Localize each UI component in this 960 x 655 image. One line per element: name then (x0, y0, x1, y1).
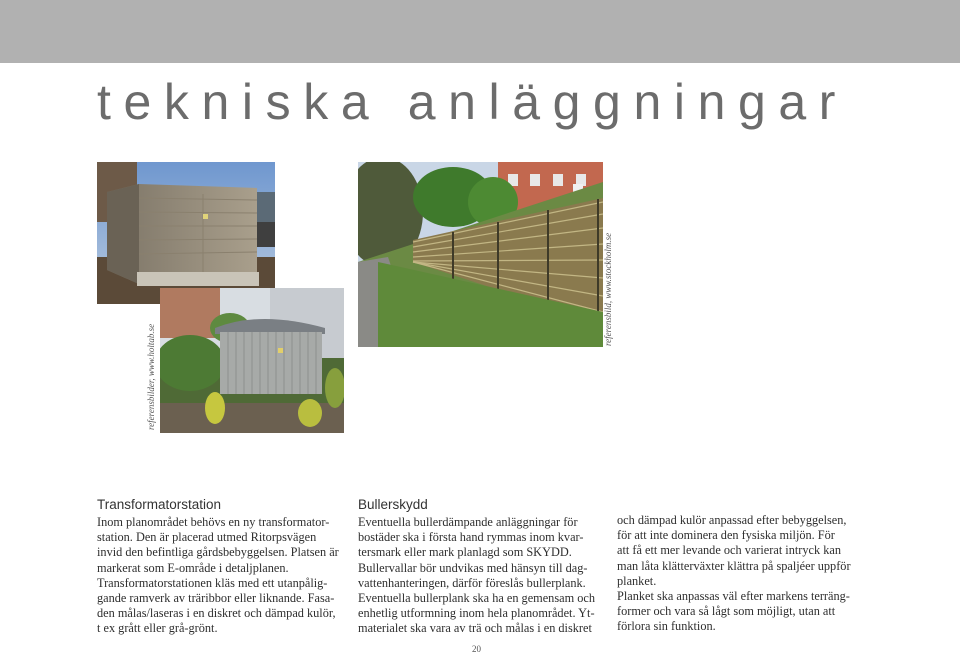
text-line: gande ramverk av träribbor eller liknande. Fasa- (97, 591, 335, 606)
text-line: för att inte dominera den fysiska miljön. För (617, 528, 835, 543)
text-line: tersmark eller mark planlagd som SKYDD. (358, 545, 572, 560)
text-line: att få ett mer levande och varierat intryck kan (617, 543, 841, 558)
text-line: Bullervallar bör undvikas med hänsyn till dag- (358, 560, 588, 575)
text-column-bullerskydd (358, 497, 608, 637)
heading-transformatorstation: Transformatorstation (97, 497, 222, 512)
page-title: tekniska anläggningar (97, 74, 849, 130)
page-number: 20 (472, 644, 481, 654)
text-line: Eventuella bullerdämpande anläggningar för (358, 515, 578, 529)
photo-transformer-grey (160, 288, 344, 433)
text-line: Planket ska anpassas väl efter markens terräng- (617, 589, 850, 604)
text-line: station. Den är placerad utmed Ritorpsvägen (97, 530, 317, 545)
heading-bullerskydd: Bullerskydd (358, 497, 428, 512)
text-column-continued (617, 513, 877, 635)
text-line: Eventuella bullerplank ska ha en gemensam och (358, 591, 595, 606)
text-column-transformer (97, 497, 357, 637)
text-line: markerat som E-område i detaljplanen. (97, 560, 289, 575)
caption-right: referensbild, www.stockholm.se (603, 232, 613, 346)
text-line: invid den befintliga gårdsbebyggelsen. Platsen är (97, 545, 339, 560)
text-line: Transformatorstationen kläs med ett utanpålig- (97, 575, 328, 590)
text-line: vattenhanteringen, därför föreslås bullerplank. (358, 575, 586, 590)
caption-left: referensbilder, www.holtab.se (146, 323, 156, 430)
text-line: planket. (617, 573, 657, 588)
text-line: förlora sin funktion. (617, 619, 716, 634)
text-line: former och vara så lågt som möjligt, utan att (617, 604, 836, 619)
text-line: Inom planområdet behövs en ny transformator- (97, 515, 330, 529)
text-line: t ex grått eller grå-grönt. (97, 621, 218, 636)
text-line: enhetlig utformning inom hela planområdet. Yt- (358, 606, 595, 621)
photo-noise-barrier (358, 162, 603, 347)
text-line: man låta klätterväxter klättra på spaljéer uppför (617, 558, 851, 573)
header-bar (0, 0, 960, 63)
text-line: materialet ska vara av trä och målas i en diskret (358, 621, 592, 636)
text-line: den målas/laseras i en diskret och dämpad kulör, (97, 606, 336, 621)
text-line: och dämpad kulör anpassad efter bebyggelsen, (617, 513, 847, 527)
photo-transformer-wood (97, 162, 275, 304)
text-line: bostäder ska i första hand rymmas inom kvar- (358, 530, 584, 545)
